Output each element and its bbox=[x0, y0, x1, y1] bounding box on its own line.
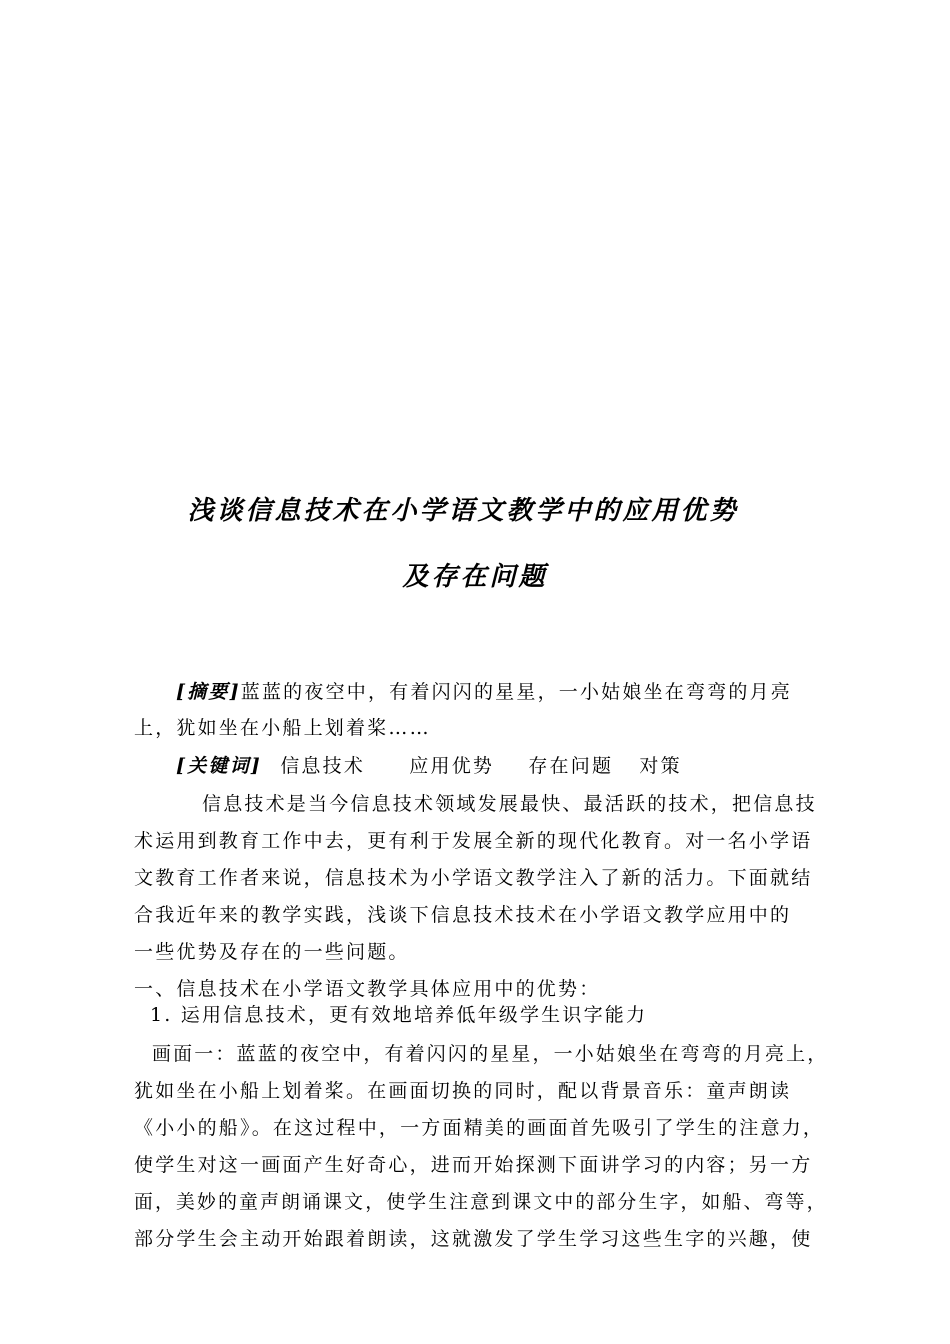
intro-line-5: 一些优势及存在的一些问题。 bbox=[134, 941, 410, 963]
section-heading: 一、信息技术在小学语文教学具体应用中的优势： bbox=[134, 978, 601, 1000]
document-title-line-2: 及存在问题 bbox=[402, 562, 548, 592]
scene-line-2: 犹如坐在小船上划着桨。在画面切换的同时，配以背景音乐：童声朗读 bbox=[134, 1080, 792, 1102]
subsection-heading: 1. 运用信息技术，更有效地培养低年级学生识字能力 bbox=[150, 1004, 648, 1026]
keywords-label: [关键词] bbox=[176, 755, 262, 777]
intro-line-1: 信息技术是当今信息技术领域发展最快、最活跃的技术，把信息技 bbox=[202, 793, 817, 815]
scene-line-4: 使学生对这一画面产生好奇心，进而开始探测下面讲学习的内容；另一方 bbox=[134, 1154, 813, 1176]
abstract-line-2: 上，犹如坐在小船上划着桨…… bbox=[134, 717, 431, 739]
intro-line-3: 文教育工作者来说，信息技术为小学语文教学注入了新的活力。下面就结 bbox=[134, 867, 813, 889]
keywords-line bbox=[176, 754, 682, 778]
document-title-line-1: 浅谈信息技术在小学语文教学中的应用优势 bbox=[187, 496, 739, 526]
abstract-text-1: 蓝蓝的夜空中，有着闪闪的星星，一小姑娘坐在弯弯的月亮 bbox=[240, 681, 792, 703]
intro-line-4: 合我近年来的教学实践，浅谈下信息技术技术在小学语文教学应用中的 bbox=[134, 904, 792, 926]
keyword-item: 应用优势 bbox=[409, 755, 495, 777]
keyword-item: 对策 bbox=[639, 755, 682, 777]
abstract-line-1 bbox=[176, 680, 792, 704]
keyword-item: 存在问题 bbox=[528, 755, 614, 777]
intro-line-2: 术运用到教育工作中去，更有利于发展全新的现代化教育。对一名小学语 bbox=[134, 830, 813, 852]
scene-line-3: 《小小的船》。在这过程中，一方面精美的画面首先吸引了学生的注意力， bbox=[134, 1117, 825, 1139]
scene-line-1: 画面一：蓝蓝的夜空中，有着闪闪的星星，一小姑娘坐在弯弯的月亮上， bbox=[152, 1043, 829, 1065]
scene-line-6: 部分学生会主动开始跟着朗读，这就激发了学生学习这些生字的兴趣，使 bbox=[134, 1228, 813, 1250]
scene-line-5: 面，美妙的童声朗诵课文，使学生注意到课文中的部分生字，如船、弯等， bbox=[134, 1191, 828, 1213]
keyword-item: 信息技术 bbox=[280, 755, 366, 777]
abstract-label: [摘要] bbox=[176, 681, 241, 703]
